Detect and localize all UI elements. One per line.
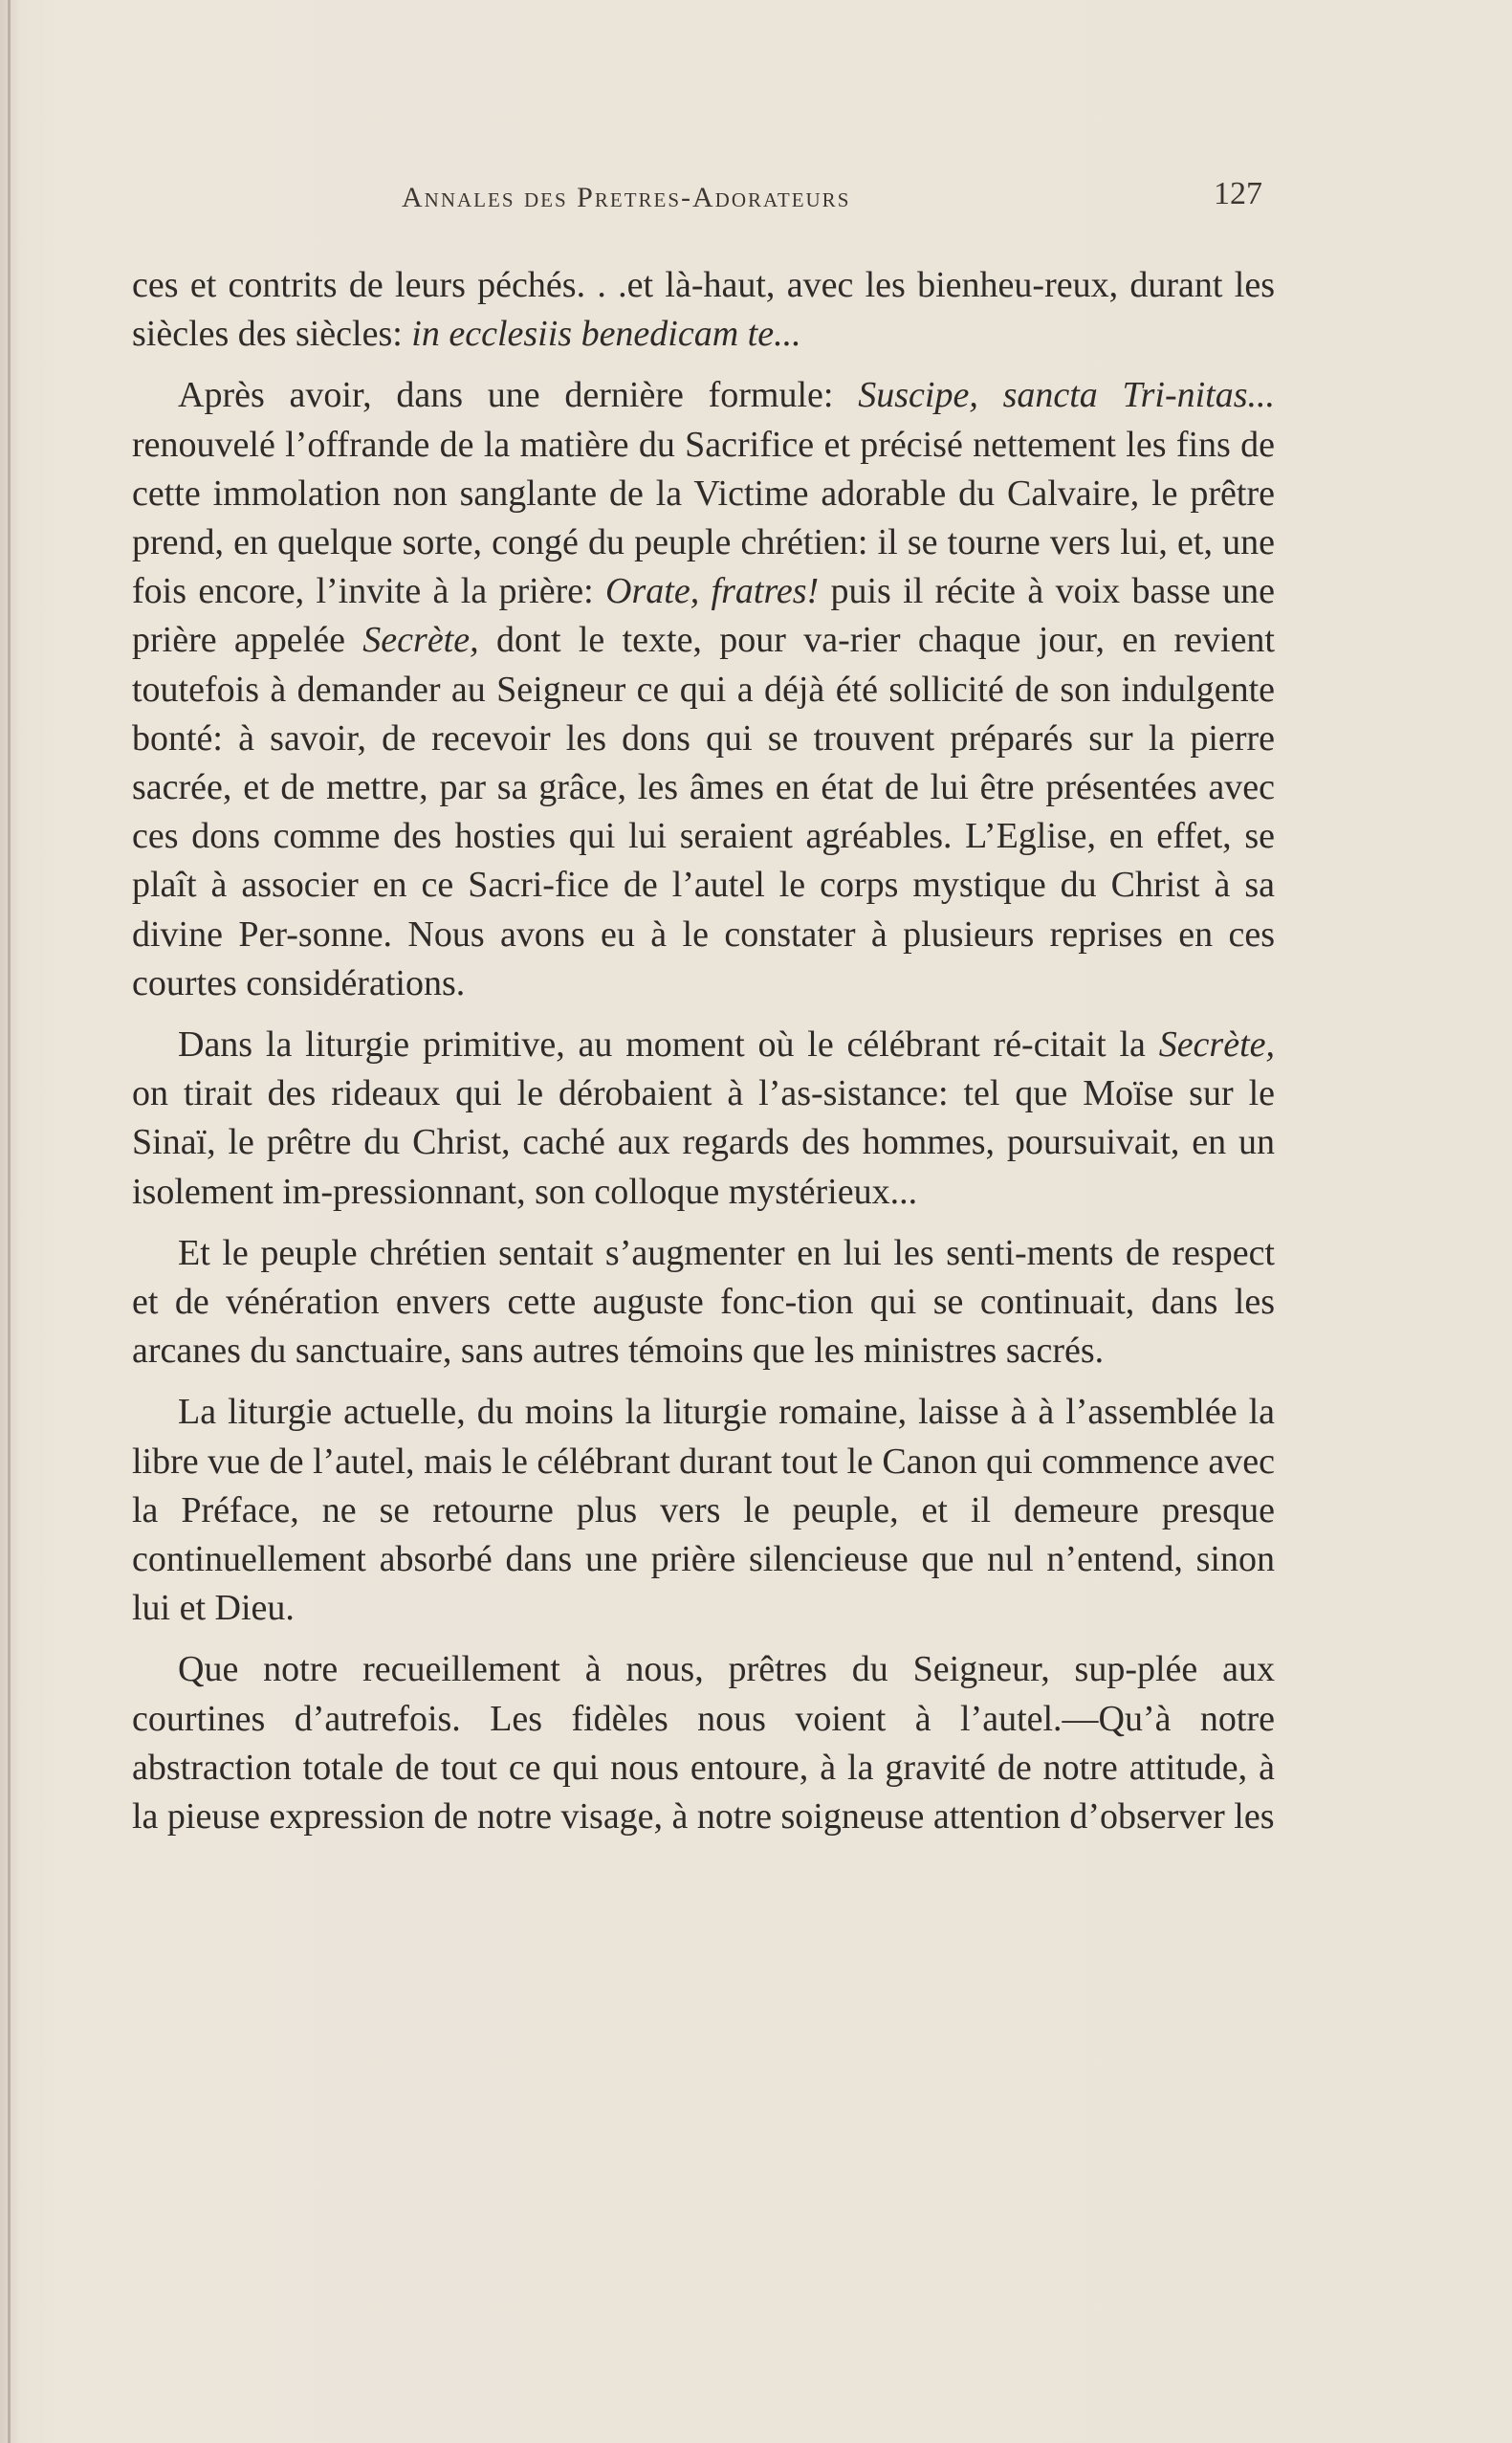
page-header — [134, 176, 1262, 230]
italic-latin: in ecclesiis benedicam te... — [411, 314, 801, 355]
italic-term: Secrète, — [1158, 1024, 1275, 1066]
text-run: La liturgie actuelle, du moins la liturgie romaine, laisse à à l’assemblée la libre vue de l’autel, mais le célébrant durant tout le Canon qui commence avec la Préface, ne se retourne plus vers le peuple, et il demeure presque continuellement absorbé dans une prière silencieuse que nul n’entend, sinon lui et Dieu. — [132, 1392, 1275, 1629]
text-run: dont le texte, pour va-rier chaque jour, en revient toutefois à demander au Seigneur ce qui a déjà été sollicité de son indulgente bonté: à savoir, de recevoir les dons qui se trouvent préparés sur la pierre sacrée, et de mettre, par sa grâce, les âmes en état de lui être présentées avec ces dons comme des hosties qui lui seraient agréables. L’Eglise, en effet, se plaît à associer en ce Sacri-fice de l’autel le corps mystique du Christ à sa divine Per-sonne. Nous avons eu à le constater à plusieurs reprises en ces courtes considérations. — [132, 620, 1275, 1003]
paragraph-2 — [132, 371, 1275, 1008]
text-run: Et le peuple chrétien sentait s’augmenter en lui les senti-ments de respect et de vénération envers cette auguste fonc-tion qui se continuait, dans les arcanes du sanctuaire, sans autres témoins que les ministres sacrés. — [132, 1232, 1275, 1372]
text-run: renouvelé l’offrande de la matière du Sacrifice et précisé nettement les fins de cette immolation non sanglante de la Victime adorable du Calvaire, le prêtre prend, en quelque sorte, congé du peuple chrétien: il se tourne vers lui, et, une fois encore, l’invite à la prière: — [132, 424, 1275, 612]
binding-gutter — [8, 0, 11, 2443]
running-head: Annales des Pretres-Adorateurs — [402, 182, 851, 213]
paragraph-5 — [132, 1388, 1275, 1633]
paragraph-1 — [132, 261, 1275, 359]
body-text — [132, 261, 1275, 1841]
text-run: on tirait des rideaux qui le dérobaient à l’as-sistance: tel que Moïse sur le Sinaï, le prêtre du Christ, caché aux regards des hommes, poursuivait, en un isolement im-pressionnant, son colloque mystérieux... — [132, 1073, 1275, 1212]
italic-term: Secrète, — [362, 620, 479, 661]
text-run: ces et contrits de leurs péchés. . .et là-haut, avec les bienheu-reux, durant les siècles des siècles: — [132, 265, 1275, 355]
italic-latin: Orate, fratres! — [605, 571, 820, 612]
text-run: puis il récite à voix basse une prière appelée — [132, 571, 1275, 661]
text-run: Que notre recueillement à nous, prêtres du Seigneur, sup-plée aux courtines d’autrefois. Les fidèles nous voient à l’autel.—Qu’à notre abstraction totale de tout ce qui nous entoure, à la gravité de notre attitude, à la pieuse expression de notre visage, à notre soigneuse attention d’observer les — [132, 1649, 1275, 1838]
text-run: Dans la liturgie primitive, au moment où le célébrant ré-citait la — [178, 1024, 1159, 1066]
paragraph-3 — [132, 1021, 1275, 1217]
italic-latin: Suscipe, sancta Tri-nitas... — [858, 375, 1275, 416]
paragraph-6 — [132, 1645, 1275, 1841]
text-run: Après avoir, dans une dernière formule: — [178, 375, 859, 416]
paragraph-4 — [132, 1229, 1275, 1376]
page-number: 127 — [1214, 176, 1262, 211]
